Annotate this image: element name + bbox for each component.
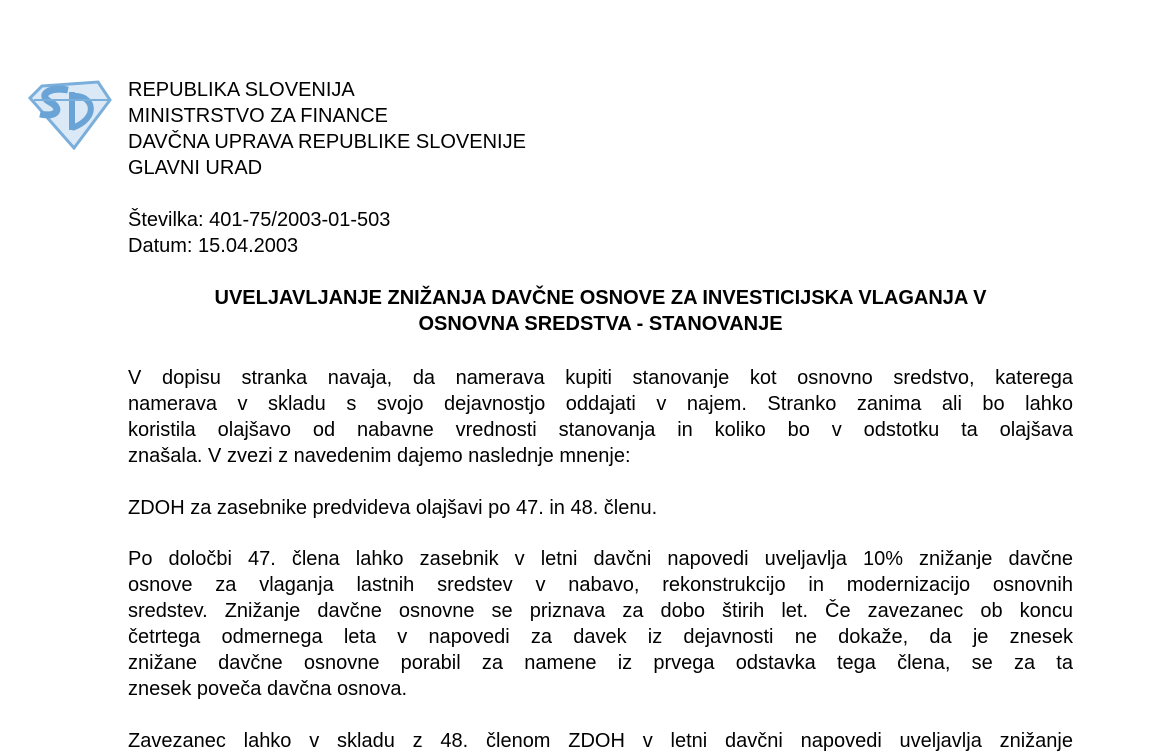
- document-meta: [128, 207, 1073, 259]
- text-line: namerava v skladu s svojo dejavnostjo oddajati v najem. Stranko zanima ali bo lahko: [128, 393, 1073, 415]
- letterhead-line: REPUBLIKA SLOVENIJA: [128, 79, 355, 101]
- text-line: V dopisu stranka navaja, da namerava kupiti stanovanje kot osnovno sredstvo, katerega: [128, 367, 1073, 389]
- text-line: ZDOH za zasebnike predvideva olajšavi po 47. in 48. členu.: [128, 497, 658, 519]
- paragraph-1: [128, 365, 1073, 469]
- text-line: Zavezanec lahko v skladu z 48. členom ZDOH v letni davčni napovedi uveljavlja znižanje: [128, 730, 1073, 752]
- text-line: znesek poveča davčna osnova.: [128, 678, 408, 700]
- document-number: Številka: 401-75/2003-01-503: [128, 209, 391, 231]
- text-line: koristila olajšavo od nabavne vrednosti stanovanja in koliko bo v odstotku ta olajšava: [128, 419, 1073, 441]
- letterhead-line: GLAVNI URAD: [128, 157, 263, 179]
- paragraph-3: [128, 546, 1073, 702]
- letterhead-line: MINISTRSTVO ZA FINANCE: [128, 105, 389, 127]
- text-line: sredstev. Znižanje davčne osnovne se priznava za dobo štirih let. Če zavezanec ob koncu: [128, 600, 1073, 622]
- paragraph-4: [128, 728, 1073, 754]
- text-line: Po določbi 47. člena lahko zasebnik v letni davčni napovedi uveljavlja 10% znižanje davčne: [128, 548, 1073, 570]
- document-title: [128, 285, 1073, 337]
- text-line: četrtega odmernega leta v napovedi za davek iz dejavnosti ne dokaže, da je znesek: [128, 626, 1073, 648]
- letterhead: [128, 77, 1073, 181]
- document-date: Datum: 15.04.2003: [128, 235, 299, 257]
- durs-logo: [28, 78, 112, 150]
- title-line: OSNOVNA SREDSTVA - STANOVANJE: [418, 313, 783, 335]
- paragraph-2: [128, 495, 1073, 521]
- text-line: znašala. V zvezi z navedenim dajemo naslednje mnenje:: [128, 445, 631, 467]
- text-line: znižane davčne osnovne porabil za namene iz prvega odstavka tega člena, se za ta: [128, 652, 1073, 674]
- title-line: UVELJAVLJANJE ZNIŽANJA DAVČNE OSNOVE ZA INVESTICIJSKA VLAGANJA V: [214, 287, 987, 309]
- letterhead-line: DAVČNA UPRAVA REPUBLIKE SLOVENIJE: [128, 131, 526, 153]
- text-line: osnove za vlaganja lastnih sredstev v nabavo, rekonstrukcijo in modernizacijo osnovnih: [128, 574, 1073, 596]
